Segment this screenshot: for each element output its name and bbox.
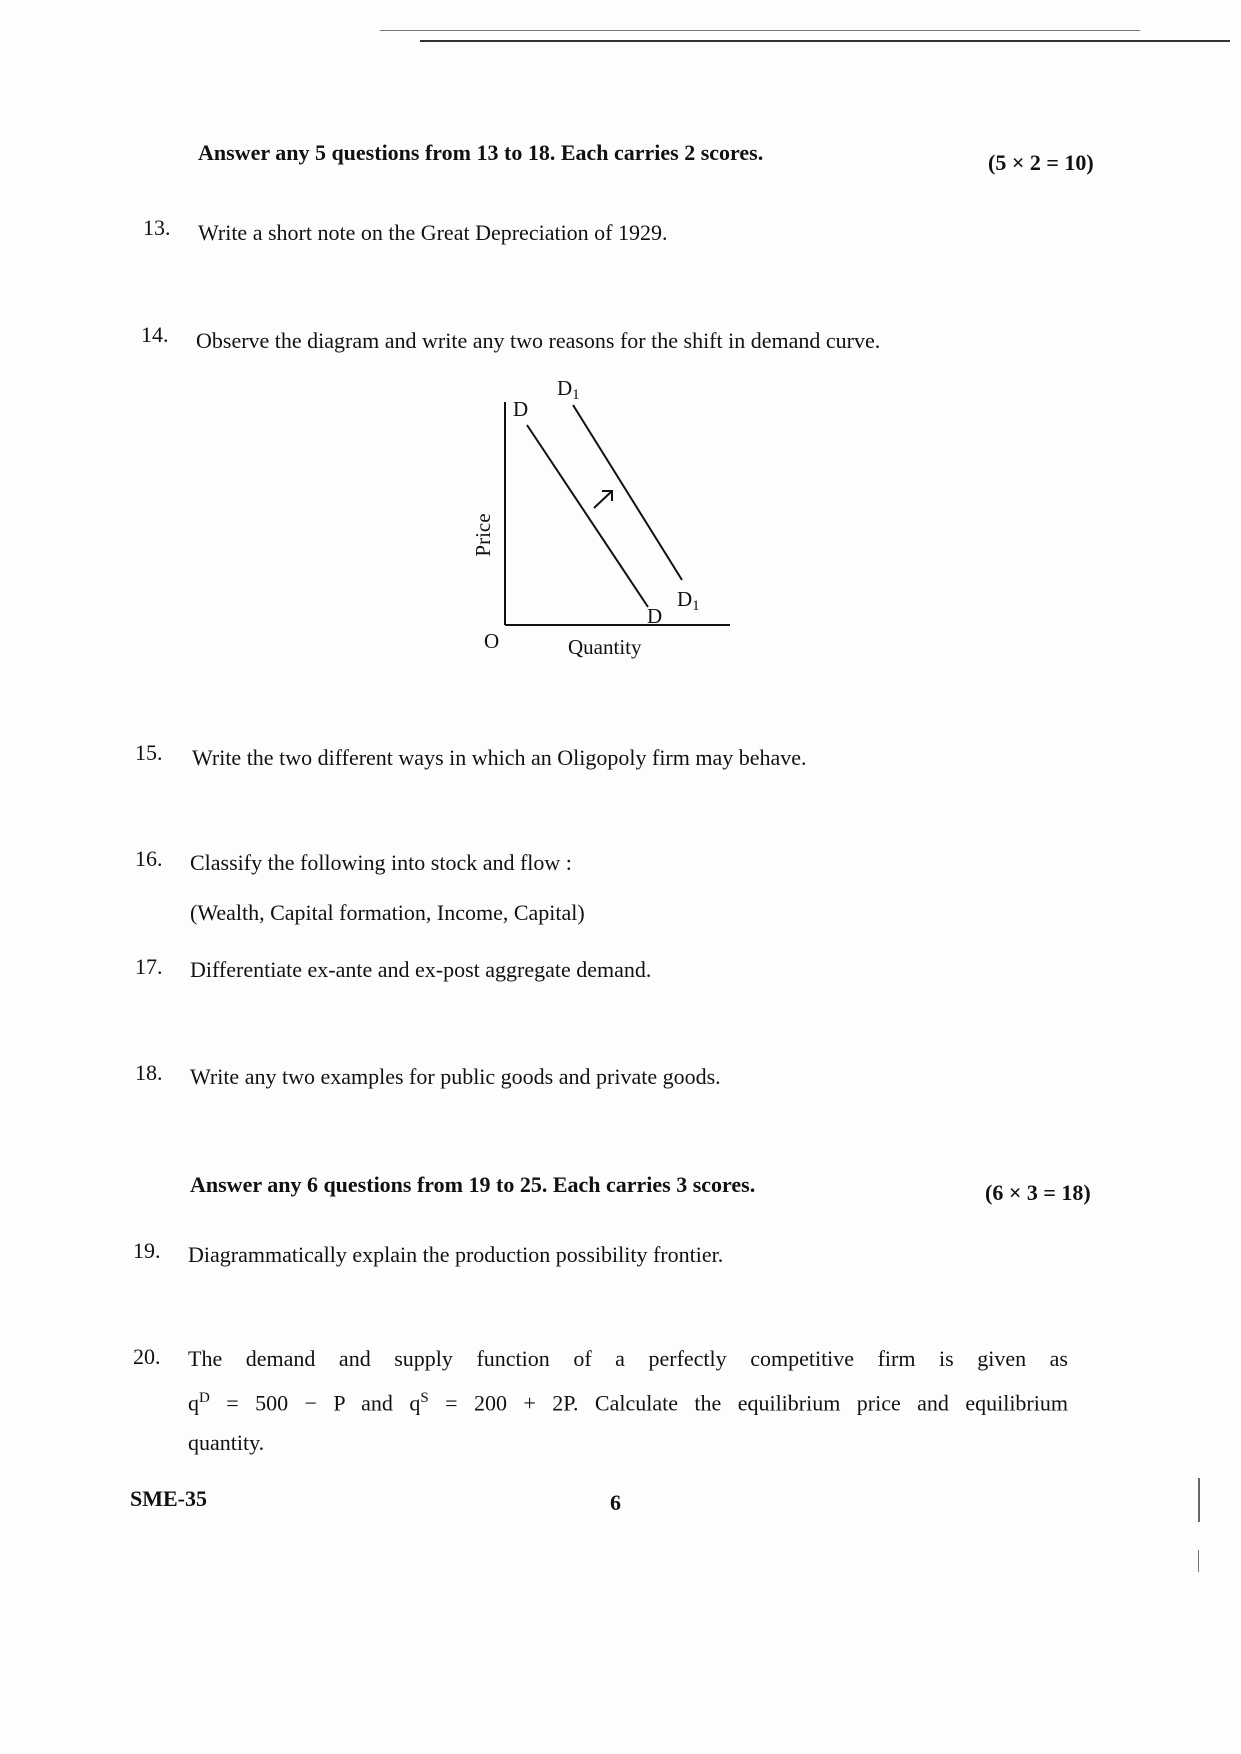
shift-arrow (594, 491, 612, 508)
demand-curve-d1 (573, 405, 682, 580)
curve-d1-bottom-subscript: 1 (692, 598, 700, 614)
question-text: Diagrammatically explain the production possibility frontier. (188, 1242, 724, 1267)
question-text-line (188, 1390, 1068, 1416)
section-a-heading: Answer any 5 questions from 13 to 18. Each carries 2 scores. (198, 140, 764, 165)
qs-superscript: S (420, 1390, 429, 1406)
section-a-marks: (5 × 2 = 10) (988, 150, 1094, 175)
curve-d1-top-letter: D (557, 376, 573, 400)
y-axis-label: Price (471, 513, 495, 557)
question-number: 19. (133, 1238, 161, 1263)
curve-d-top-label: D (513, 397, 529, 421)
question-text: Write any two examples for public goods and private goods. (190, 1064, 721, 1089)
curve-d1-bottom-letter: D (677, 587, 693, 611)
curve-d1-top-label (557, 376, 580, 403)
question-text: Observe the diagram and write any two reasons for the shift in demand curve. (196, 328, 881, 353)
question-number: 17. (135, 954, 163, 979)
qs-base: q (409, 1390, 421, 1416)
question-text: Write a short note on the Great Depreciation of 1929. (198, 220, 668, 245)
question-number: 20. (133, 1344, 161, 1369)
question-subtext: (Wealth, Capital formation, Income, Capital) (190, 900, 585, 925)
curve-d1-bottom-label (677, 587, 700, 614)
section-b-heading: Answer any 6 questions from 19 to 25. Each carries 3 scores. (190, 1172, 756, 1197)
qd-base: q (188, 1390, 199, 1416)
margin-mark (1198, 1478, 1200, 1522)
question-number: 13. (143, 215, 171, 240)
origin-label: O (484, 629, 500, 653)
demand-curve-d (527, 425, 648, 607)
question-text-line: The demand and supply function of a perfectly competitive firm is given as (188, 1346, 1068, 1371)
question-text: Write the two different ways in which an Oligopoly firm may behave. (192, 745, 807, 770)
demand-shift-diagram (460, 370, 740, 670)
question-number: 16. (135, 846, 163, 871)
top-rule-faint (380, 30, 1140, 31)
curve-d-bottom-label: D (647, 604, 663, 628)
question-text: Differentiate ex-ante and ex-post aggregate demand. (190, 957, 652, 982)
top-rule (420, 40, 1230, 42)
question-text: Classify the following into stock and flow : (190, 850, 572, 875)
section-b-marks: (6 × 3 = 18) (985, 1180, 1091, 1205)
margin-mark (1198, 1550, 1199, 1572)
paper-code: SME-35 (130, 1486, 207, 1511)
question-number: 15. (135, 740, 163, 765)
question-text-line: quantity. (188, 1430, 265, 1455)
qs-equation: = 200 + 2P. Calculate the equilibrium price and equilibrium (428, 1390, 1068, 1416)
qd-superscript: D (199, 1390, 210, 1406)
question-number: 18. (135, 1060, 163, 1085)
qd-equation: = 500 − P and (209, 1390, 410, 1416)
curve-d1-top-subscript: 1 (572, 387, 580, 403)
x-axis-label: Quantity (568, 635, 642, 659)
page-number: 6 (610, 1490, 621, 1515)
question-number: 14. (141, 322, 169, 347)
